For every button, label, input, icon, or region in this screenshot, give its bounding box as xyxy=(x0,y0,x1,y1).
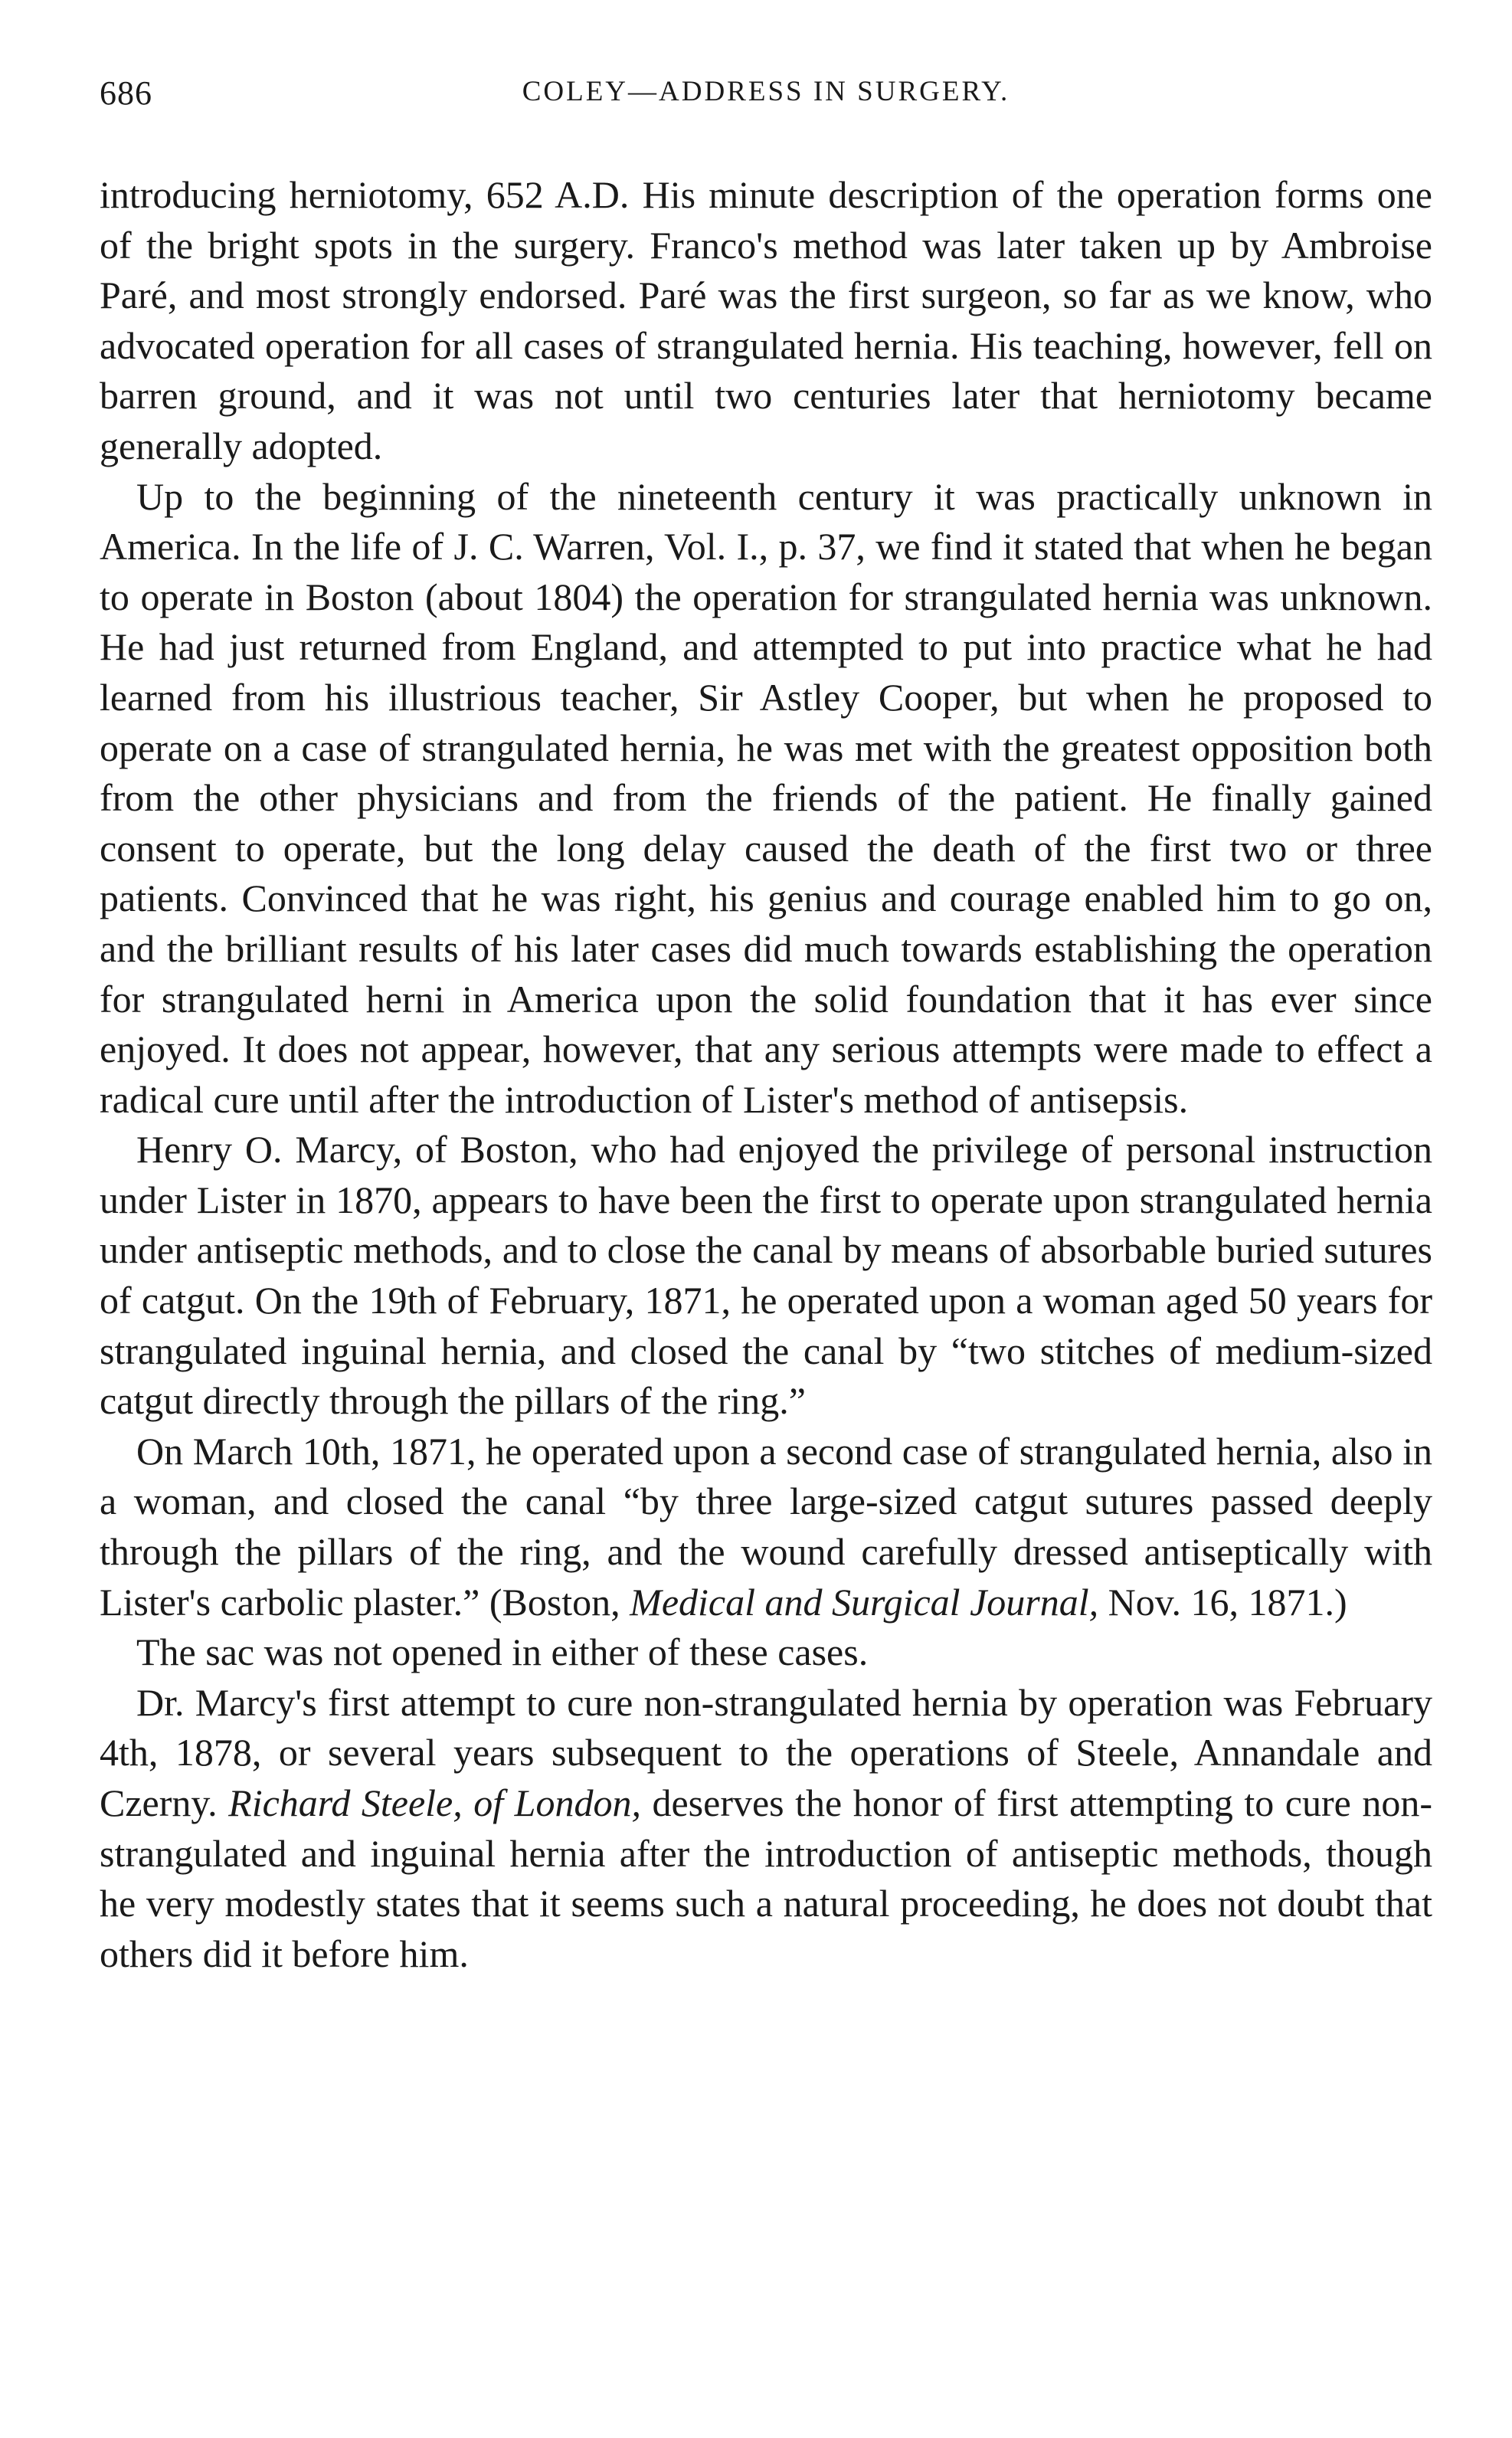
body-text xyxy=(100,170,1432,1979)
page-header xyxy=(100,74,1432,120)
person-name: Richard Steele, of London, xyxy=(228,1781,641,1824)
paragraph-6 xyxy=(100,1678,1432,1980)
journal-title: Medical and Surgical Journal, xyxy=(630,1580,1099,1624)
paragraph-4 xyxy=(100,1427,1432,1627)
book-page xyxy=(100,74,1432,2418)
paragraph-text: Up to the beginning of the nineteenth century it was practically unknown in America. In the life of J. C. Warren, Vol. I., p. 37, we find it stated that when he began to operate in Boston (about 1804) the operation for strangulated hernia was unknown. He had just returned from England, and attempted to put into practice what he had learned from his illustrious teacher, Sir Astley Cooper, but when he proposed to operate on a case of strangulated hernia, he was met with the greatest opposition both from the other physicians and from the friends of the patient. He finally gained consent to operate, but the long delay caused the death of the first two or three patients. Convinced that he was right, his genius and courage enabled him to go on, and the brilliant results of his later cases did much towards establishing the operation for strangulated herni in America upon the solid foundation that it has ever since enjoyed. It does not appear, however, that any serious attempts were made to effect a radical cure until after the introduction of Lister's method of antisepsis. xyxy=(100,474,1432,1121)
paragraph-text: Nov. 16, 1871.) xyxy=(1098,1580,1347,1624)
page-number: 686 xyxy=(100,74,152,112)
paragraph-2 xyxy=(100,472,1432,1126)
paragraph-text: On March 10th, 1871, he operated upon a second case of strangulated hernia, also in a woman, and closed the canal “by three large-sized catgut sutures passed deeply through the pillars of the ring, and the wound carefully dressed antiseptically with Lister's carbolic plaster.” (Boston, xyxy=(100,1429,1432,1624)
running-head: COLEY—ADDRESS IN SURGERY. xyxy=(522,76,1010,107)
paragraph-text: deserves the honor of first attempting to cure non-strangulated and inguinal hernia after the introduction of antiseptic methods, though he very modestly states that it seems such a natural proceeding, he does not doubt that others did it before him. xyxy=(100,1781,1433,1975)
paragraph-text: introducing herniotomy, 652 A.D. His minute description of the operation forms one of the bright spots in the surgery. Franco's method was later taken up by Ambroise Paré, and most strongly endorsed. Paré was the first surgeon, so far as we know, who advocated operation for all cases of strangulated hernia. His teaching, however, fell on barren ground, and it was not until two centuries later that herniotomy became generally adopted. xyxy=(100,173,1432,467)
paragraph-5 xyxy=(100,1627,1432,1678)
paragraph-text: The sac was not opened in either of these cases. xyxy=(136,1630,869,1674)
paragraph-text: Dr. Marcy's first attempt to cure non-strangulated hernia by operation was February 4th, 1878, or several years subsequent to the operations of Steele, Annandale and Czerny. xyxy=(100,1680,1432,1824)
paragraph-text: Henry O. Marcy, of Boston, who had enjoyed the privilege of personal instruction under Lister in 1870, appears to have been the first to operate upon strangulated hernia under antiseptic methods, and to close the canal by means of absorbable buried sutures of catgut. On the 19th of February, 1871, he operated upon a woman aged 50 years for strangulated inguinal hernia, and closed the canal by “two stitches of medium-sized catgut directly through the pillars of the ring.” xyxy=(100,1128,1432,1423)
paragraph-3 xyxy=(100,1125,1432,1427)
paragraph-1 xyxy=(100,170,1432,472)
